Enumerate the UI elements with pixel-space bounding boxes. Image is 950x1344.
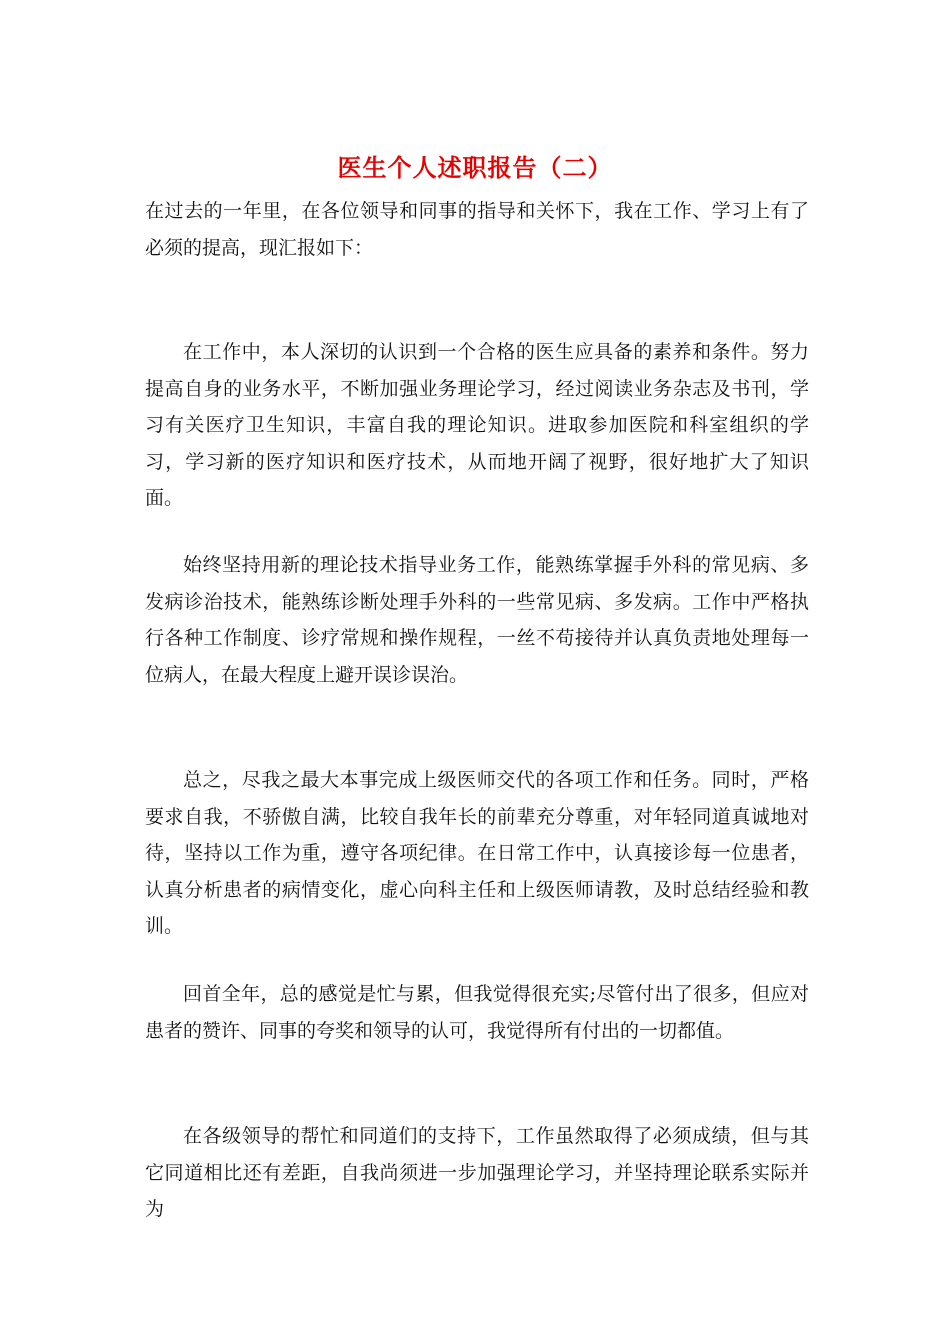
summary-paragraph: 总之，尽我之最大本事完成上级医师交代的各项工作和任务。同时，严格要求自我，不骄傲自满，比较自我年长的前辈充分尊重，对年轻同道真诚地对待，坚持以工作为重，遵守各项纪律。在日常工作中，认真接诊每一位患者，认真分析患者的病情变化，虚心向科主任和上级医师请教，及时总结经验和教训。 <box>145 769 809 937</box>
document-title: 医生个人述职报告（二） <box>337 153 613 182</box>
skills-paragraph: 始终坚持用新的理论技术指导业务工作，能熟练掌握手外科的常见病、多发病诊治技术，能熟练诊断处理手外科的一些常见病、多发病。工作中严格执行各种工作制度、诊疗常规和操作规程，一丝不苟接待并认真负责地处理每一位病人，在最大程度上避开误诊误治。 <box>145 554 809 686</box>
reflection-paragraph: 回首全年，总的感觉是忙与累，但我觉得很充实;尽管付出了很多，但应对患者的赞许、同事的夸奖和领导的认可，我觉得所有付出的一切都值。 <box>145 983 809 1042</box>
outlook-paragraph: 在各级领导的帮忙和同道们的支持下，工作虽然取得了必须成绩，但与其它同道相比还有差距，自我尚须进一步加强理论学习，并坚持理论联系实际并为 <box>145 1125 809 1220</box>
intro-paragraph: 在过去的一年里，在各位领导和同事的指导和关怀下，我在工作、学习上有了必须的提高，现汇报如下： <box>145 200 809 259</box>
work-paragraph: 在工作中，本人深切的认识到一个合格的医生应具备的素养和条件。努力提高自身的业务水平，不断加强业务理论学习，经过阅读业务杂志及书刊，学习有关医疗卫生知识，丰富自我的理论知识。进取参加医院和科室组织的学习，学习新的医疗知识和医疗技术，从而地开阔了视野，很好地扩大了知识面。 <box>145 341 809 509</box>
